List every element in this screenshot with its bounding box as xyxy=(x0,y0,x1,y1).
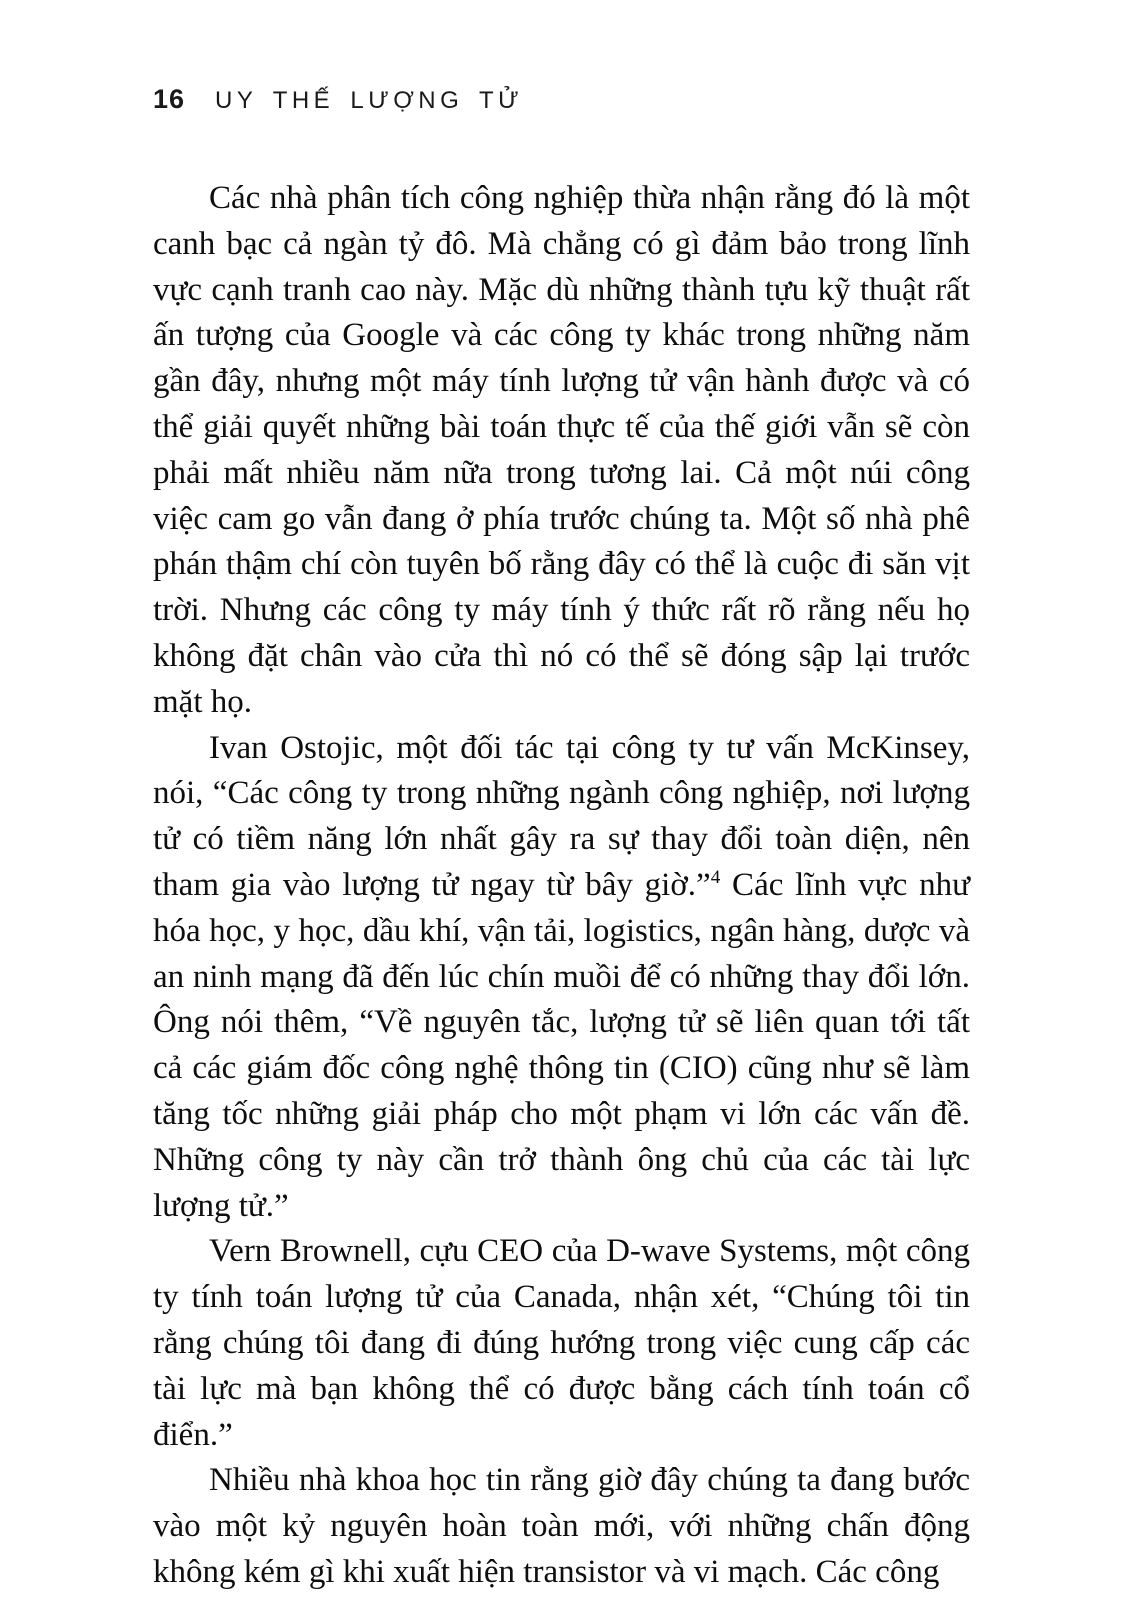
page-header xyxy=(153,84,523,115)
paragraph-2-text-before-note: Ivan Ostojic, một đối tác tại công ty tư vấn McKinsey, nói, “Các công ty trong những ngành công nghiệp, nơi lượng tử có tiềm năng lớn nhất gây ra sự thay đổi toàn diện, nên tham gia vào lượng tử ngay từ bây giờ.” xyxy=(153,729,970,903)
paragraph-2-text-after-note: Các lĩnh vực như hóa học, y học, dầu khí, vận tải, logistics, ngân hàng, dược và an ninh mạng đã đến lúc chín muồi để có những thay đổi lớn. Ông nói thêm, “Về nguyên tắc, lượng tử sẽ liên quan tới tất cả các giám đốc công nghệ thông tin (CIO) cũng như sẽ làm tăng tốc những giải pháp cho một phạm vi lớn các vấn đề. Những công ty này cần trở thành ông chủ của các tài lực lượng tử.” xyxy=(153,866,970,1224)
running-title: UY THẾ LƯỢNG TỬ xyxy=(215,87,524,114)
paragraph-4 xyxy=(153,1458,970,1595)
paragraph-1-text: Các nhà phân tích công nghiệp thừa nhận rằng đó là một canh bạc cả ngàn tỷ đô. Mà chẳng có gì đảm bảo trong lĩnh vực cạnh tranh cao này. Mặc dù những thành tựu kỹ thuật rất ấn tượng của Google và các công ty khác trong những năm gần đây, nhưng một máy tính lượng tử vận hành được và có thể giải quyết những bài toán thực tế của thế giới vẫn sẽ còn phải mất nhiều năm nữa trong tương lai. Cả một núi công việc cam go vẫn đang ở phía trước chúng ta. Một số nhà phê phán thậm chí còn tuyên bố rằng đây có thể là cuộc đi săn vịt trời. Nhưng các công ty máy tính ý thức rất rõ rằng nếu họ không đặt chân vào cửa thì nó có thể sẽ đóng sập lại trước mặt họ. xyxy=(153,180,970,720)
footnote-reference-4: 4 xyxy=(710,866,721,888)
paragraph-1 xyxy=(153,176,970,726)
page-number: 16 xyxy=(153,84,186,114)
paragraph-4-text: Nhiều nhà khoa học tin rằng giờ đây chúng ta đang bước vào một kỷ nguyên hoàn toàn mới, với những chấn động không kém gì khi xuất hiện transistor và vi mạch. Các công xyxy=(153,1462,970,1590)
paragraph-2 xyxy=(153,726,970,1230)
paragraph-3-text: Vern Brownell, cựu CEO của D-wave Systems, một công ty tính toán lượng tử của Canada, nhận xét, “Chúng tôi tin rằng chúng tôi đang đi đúng hướng trong việc cung cấp các tài lực mà bạn không thể có được bằng cách tính toán cổ điển.” xyxy=(153,1233,970,1453)
paragraph-3 xyxy=(153,1229,970,1458)
body-text-block xyxy=(153,176,970,1596)
